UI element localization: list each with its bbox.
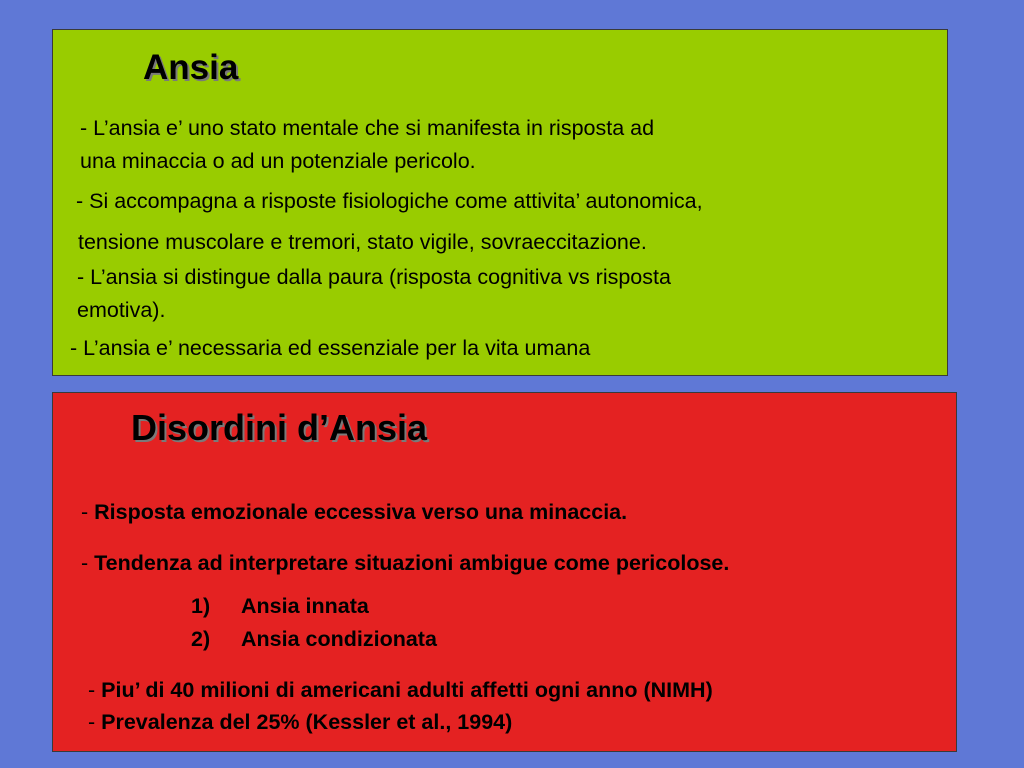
bullet-dash: - — [81, 500, 95, 524]
bullet-tendenza — [81, 553, 729, 575]
ansia-line-2: una minaccia o ad un potenziale pericolo. — [80, 149, 476, 173]
fact-text: Prevalenza del 25% (Kessler et al., 1994) — [101, 710, 513, 734]
bullet-risposta — [81, 502, 627, 524]
list-item-1 — [191, 596, 369, 618]
ansia-line-6: emotiva). — [77, 298, 166, 322]
ansia-title: Ansia — [143, 48, 239, 87]
fact-text: Piu’ di 40 milioni di americani adulti affetti ogni anno (NIMH) — [101, 678, 713, 702]
fact-dash: - — [88, 710, 102, 734]
bullet-dash: - — [81, 551, 95, 575]
bullet-text: Risposta emozionale eccessiva verso una minaccia. — [94, 500, 628, 524]
ansia-box — [52, 29, 948, 376]
ansia-line-3: - Si accompagna a risposte fisiologiche come attivita’ autonomica, — [76, 189, 703, 213]
fact-nimh — [88, 680, 713, 702]
fact-kessler — [88, 712, 512, 734]
list-text: Ansia condizionata — [241, 627, 437, 651]
ansia-line-5: - L’ansia si distingue dalla paura (risposta cognitiva vs risposta — [77, 265, 671, 289]
ansia-line-4: tensione muscolare e tremori, stato vigile, sovraeccitazione. — [78, 230, 647, 254]
disordini-title: Disordini d’Ansia — [131, 407, 428, 448]
list-number: 2) — [191, 627, 211, 651]
disordini-box — [52, 392, 957, 752]
fact-dash: - — [88, 678, 102, 702]
ansia-line-1: - L’ansia e’ uno stato mentale che si manifesta in risposta ad — [80, 116, 655, 140]
ansia-line-7: - L’ansia e’ necessaria ed essenziale per la vita umana — [70, 336, 591, 360]
list-text: Ansia innata — [241, 594, 369, 618]
list-number: 1) — [191, 594, 211, 618]
list-item-2 — [191, 629, 437, 651]
bullet-text: Tendenza ad interpretare situazioni ambigue come pericolose. — [94, 551, 730, 575]
